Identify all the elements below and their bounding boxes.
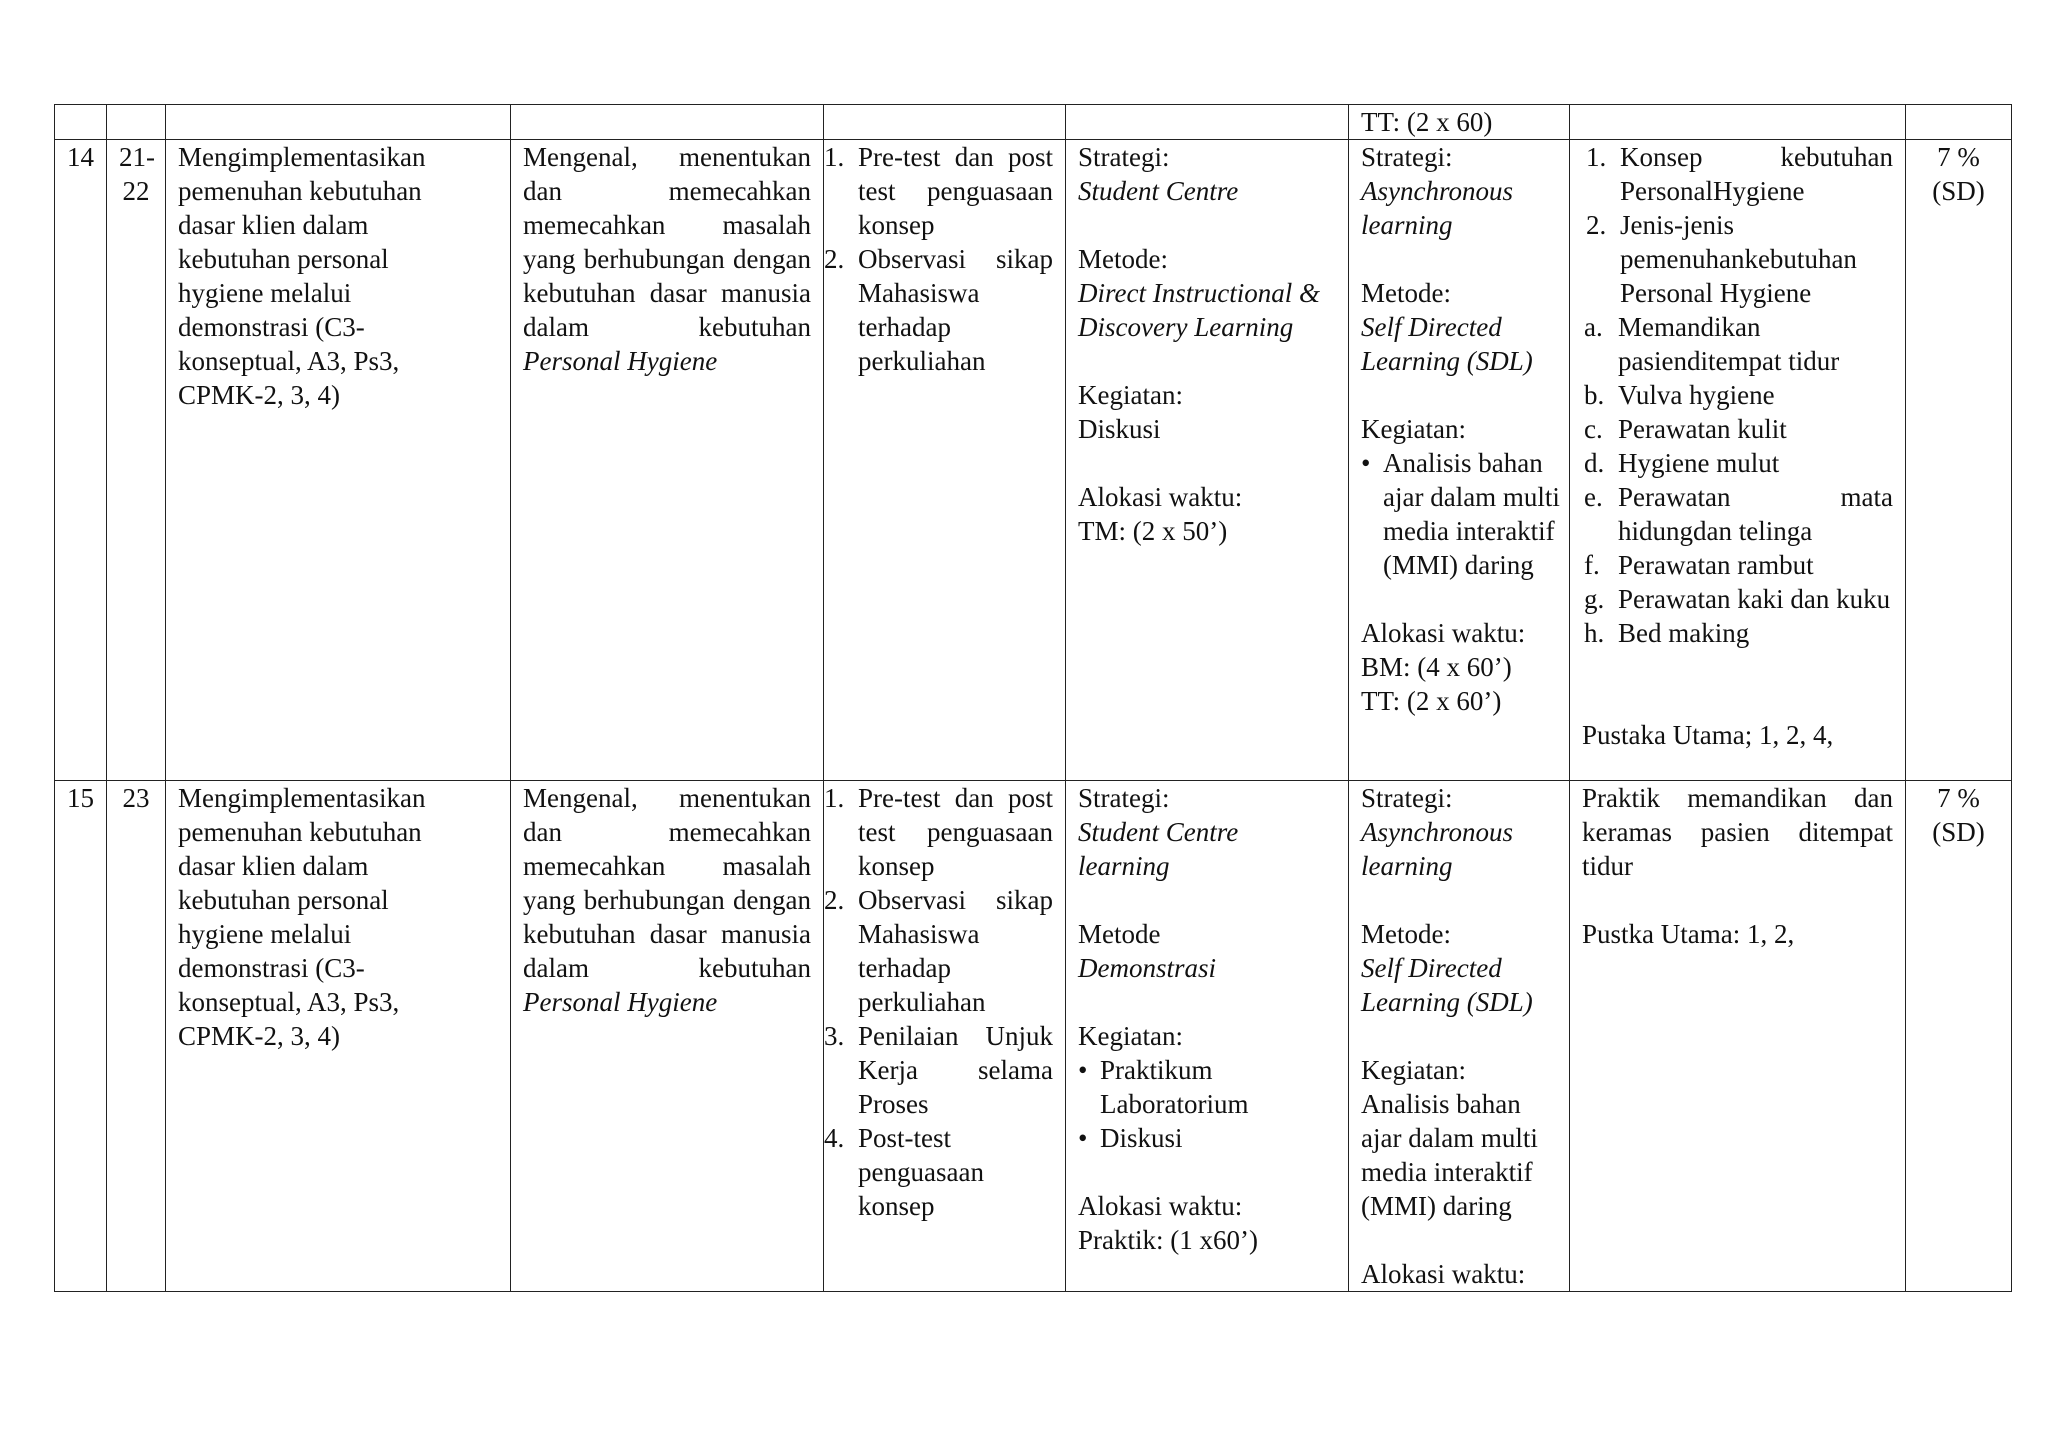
- cell-daring: [1349, 781, 1570, 1292]
- list-item: [1584, 480, 1893, 548]
- spacer: [1582, 650, 1893, 684]
- cell-luring: [1066, 105, 1349, 140]
- cell-luring: [1066, 781, 1349, 1292]
- list-item: [824, 1019, 1053, 1121]
- spacer: [1078, 446, 1336, 480]
- cell-kemampuan: [166, 105, 511, 140]
- pustaka-text: Pustka Utama: 1, 2,: [1582, 919, 1795, 949]
- kemampuan-line: konseptual, A3, Ps3,: [178, 346, 400, 376]
- cell-minggu: [55, 105, 107, 140]
- list-marker: 1.: [824, 783, 845, 813]
- list-item-text: Perawatan kulit: [1618, 414, 1787, 444]
- list-item: [824, 140, 1053, 242]
- spacer: [1582, 684, 1893, 718]
- strategi-value: Student Centre: [1078, 176, 1239, 206]
- metode-value: Self Directed Learning (SDL): [1361, 953, 1533, 1017]
- alokasi-value: Praktik: (1 x60’): [1078, 1225, 1258, 1255]
- strategi-label: Strategi:: [1361, 783, 1453, 813]
- list-item-text: Pre-test dan post test penguasaan konsep: [858, 142, 1053, 240]
- cell-penilaian: [824, 140, 1066, 781]
- spacer: [1361, 883, 1563, 917]
- list-item-text: Post-test penguasaan konsep: [858, 1123, 984, 1221]
- week-number: 15: [67, 783, 94, 813]
- list-marker: e.: [1584, 482, 1603, 512]
- strategi-label: Strategi:: [1078, 142, 1170, 172]
- cell-daring: [1349, 140, 1570, 781]
- cell-minggu: [55, 140, 107, 781]
- list-item: [824, 781, 1053, 883]
- spacer: [1361, 582, 1563, 616]
- list-item-text: Konsep kebutuhan PersonalHygiene: [1620, 142, 1893, 206]
- list-item-text: Observasi sikap Mahasiswa terhadap perkuliahan: [858, 885, 1053, 1017]
- list-item-text: Perawatan rambut: [1618, 550, 1814, 580]
- kemampuan-line: CPMK-2, 3, 4): [178, 380, 341, 410]
- cell-materi: [1570, 781, 1906, 1292]
- cell-indikator: [511, 140, 824, 781]
- list-marker: 1.: [1586, 142, 1607, 172]
- list-marker: g.: [1584, 584, 1605, 614]
- cell-bobot: [1906, 781, 2012, 1292]
- list-marker: a.: [1584, 312, 1603, 342]
- list-item: [1584, 310, 1893, 378]
- list-item-text: Observasi sikap Mahasiswa terhadap perkuliahan: [858, 244, 1053, 376]
- metode-label: Metode:: [1361, 919, 1451, 949]
- penilaian-list: [824, 140, 1053, 378]
- kemampuan-line: hygiene melalui: [178, 919, 352, 949]
- cell-minggu: [55, 781, 107, 1292]
- list-item-text: Jenis-jenis pemenuhankebutuhan Personal Hygiene: [1620, 210, 1857, 308]
- alokasi-label: Alokasi waktu:: [1361, 1259, 1526, 1289]
- table-row-continuation: [55, 105, 2012, 140]
- list-marker: 4.: [824, 1123, 845, 1153]
- kemampuan-line: dasar klien dalam: [178, 210, 369, 240]
- kegiatan-label: Kegiatan:: [1361, 1055, 1466, 1085]
- kegiatan-value: Analisis bahan ajar dalam multi media interaktif (MMI) daring: [1361, 1089, 1538, 1221]
- spacer: [1361, 242, 1563, 276]
- metode-label: Metode: [1078, 919, 1161, 949]
- kemampuan-line: pemenuhan kebutuhan: [178, 176, 422, 206]
- list-item: [824, 883, 1053, 1019]
- materi-sublist: [1584, 310, 1893, 650]
- spacer: [1078, 985, 1336, 1019]
- list-marker: 2.: [1586, 210, 1607, 240]
- cell-indikator: [511, 781, 824, 1292]
- cell-pertemuan: [107, 105, 166, 140]
- list-marker: 1.: [824, 142, 845, 172]
- list-marker: 3.: [824, 1021, 845, 1051]
- cell-bobot: [1906, 140, 2012, 781]
- spacer: [1361, 1019, 1563, 1053]
- list-marker: f.: [1584, 550, 1600, 580]
- materi-list: [1586, 140, 1893, 310]
- kemampuan-line: dasar klien dalam: [178, 851, 369, 881]
- spacer: [1582, 883, 1893, 917]
- list-marker: d.: [1584, 448, 1605, 478]
- spacer: [1361, 378, 1563, 412]
- indikator-text: Mengenal, menentukan dan memecahkan memecahkan masalah yang berhubungan dengan kebutuhan dasar manusia dalam kebutuhan: [523, 783, 811, 983]
- table-row-week-14: [55, 140, 2012, 781]
- indikator-italic: Personal Hygiene: [523, 346, 718, 376]
- spacer: [1361, 1223, 1563, 1257]
- list-item-text: Bed making: [1618, 618, 1750, 648]
- list-marker: b.: [1584, 380, 1605, 410]
- bullet-icon: •: [1078, 1123, 1088, 1153]
- list-item: [1078, 1121, 1336, 1155]
- kemampuan-line: konseptual, A3, Ps3,: [178, 987, 400, 1017]
- list-item-text: Praktikum Laboratorium: [1100, 1055, 1249, 1119]
- cell-bobot: [1906, 105, 2012, 140]
- metode-label: Metode:: [1361, 278, 1451, 308]
- cell-kemampuan: [166, 140, 511, 781]
- list-item-text: Vulva hygiene: [1618, 380, 1775, 410]
- cell-materi: [1570, 105, 1906, 140]
- strategi-label: Strategi:: [1078, 783, 1170, 813]
- metode-label: Metode:: [1078, 244, 1168, 274]
- list-item-text: Memandikan pasienditempat tidur: [1618, 312, 1840, 376]
- kemampuan-line: hygiene melalui: [178, 278, 352, 308]
- strategi-value: Asynchronous learning: [1361, 176, 1513, 240]
- list-item: [1584, 412, 1893, 446]
- kemampuan-line: demonstrasi (C3-: [178, 953, 365, 983]
- materi-text: Praktik memandikan dan keramas pasien ditempat tidur: [1582, 783, 1893, 881]
- strategi-label: Strategi:: [1361, 142, 1453, 172]
- list-item-text: Diskusi: [1100, 1123, 1183, 1153]
- strategi-value: Student Centre learning: [1078, 817, 1239, 881]
- cell-indikator: [511, 105, 824, 140]
- list-marker: c.: [1584, 414, 1603, 444]
- spacer: [1078, 883, 1336, 917]
- list-item: [1078, 1053, 1336, 1121]
- metode-value: Direct Instructional & Discovery Learning: [1078, 278, 1320, 342]
- list-item-text: Penilaian Unjuk Kerja selama Proses: [858, 1021, 1053, 1119]
- alokasi-label: Alokasi waktu:: [1078, 1191, 1243, 1221]
- list-item: [824, 242, 1053, 378]
- kegiatan-label: Kegiatan:: [1361, 414, 1466, 444]
- metode-value: Demonstrasi: [1078, 953, 1217, 983]
- list-item-text: Hygiene mulut: [1618, 448, 1780, 478]
- bullet-icon: •: [1078, 1055, 1088, 1085]
- cell-daring: [1349, 105, 1570, 140]
- list-item-text: Pre-test dan post test penguasaan konsep: [858, 783, 1053, 881]
- week-number: 14: [67, 142, 94, 172]
- meeting-number: 22: [122, 176, 150, 206]
- kegiatan-label: Kegiatan:: [1078, 380, 1183, 410]
- list-item: [1584, 446, 1893, 480]
- cell-pertemuan: [107, 140, 166, 781]
- cell-penilaian: [824, 105, 1066, 140]
- kemampuan-line: kebutuhan personal: [178, 244, 389, 274]
- list-item: [1584, 378, 1893, 412]
- cell-luring: [1066, 140, 1349, 781]
- list-item: [1584, 616, 1893, 650]
- media-tt-text: TT: (2 x 60): [1361, 107, 1493, 137]
- cell-pertemuan: [107, 781, 166, 1292]
- kemampuan-line: pemenuhan kebutuhan: [178, 817, 422, 847]
- alokasi-value: TT: (2 x 60’): [1361, 686, 1502, 716]
- kemampuan-line: CPMK-2, 3, 4): [178, 1021, 341, 1051]
- cell-penilaian: [824, 781, 1066, 1292]
- bobot-value: 7 %: [1937, 142, 1980, 172]
- spacer: [1078, 1155, 1336, 1189]
- penilaian-list: [824, 781, 1053, 1223]
- bobot-value: 7 %: [1937, 783, 1980, 813]
- kegiatan-list: [1361, 446, 1563, 582]
- list-item-text: Perawatan kaki dan kuku: [1618, 584, 1891, 614]
- strategi-value: Asynchronous learning: [1361, 817, 1513, 881]
- list-item: [1586, 140, 1893, 208]
- list-item: [1361, 446, 1563, 582]
- kegiatan-label: Kegiatan:: [1078, 1021, 1183, 1051]
- kemampuan-line: Mengimplementasikan: [178, 142, 426, 172]
- kemampuan-line: kebutuhan personal: [178, 885, 389, 915]
- list-item: [1586, 208, 1893, 310]
- spacer: [1078, 208, 1336, 242]
- pustaka-text: Pustaka Utama; 1, 2, 4,: [1582, 720, 1834, 750]
- alokasi-value: TM: (2 x 50’): [1078, 516, 1228, 546]
- indikator-text: Mengenal, menentukan dan memecahkan memecahkan masalah yang berhubungan dengan kebutuhan dasar manusia dalam kebutuhan: [523, 142, 811, 342]
- kemampuan-line: demonstrasi (C3-: [178, 312, 365, 342]
- spacer: [1078, 344, 1336, 378]
- cell-kemampuan: [166, 781, 511, 1292]
- list-item-text: Perawatan mata hidungdan telinga: [1618, 482, 1893, 546]
- kemampuan-line: Mengimplementasikan: [178, 783, 426, 813]
- bobot-label: (SD): [1932, 176, 1985, 206]
- list-item: [824, 1121, 1053, 1223]
- alokasi-label: Alokasi waktu:: [1361, 618, 1526, 648]
- bullet-icon: •: [1361, 448, 1371, 478]
- metode-value: Self Directed Learning (SDL): [1361, 312, 1533, 376]
- alokasi-label: Alokasi waktu:: [1078, 482, 1243, 512]
- kegiatan-value: Diskusi: [1078, 414, 1161, 444]
- kegiatan-list: [1078, 1053, 1336, 1155]
- list-marker: h.: [1584, 618, 1605, 648]
- list-item: [1584, 582, 1893, 616]
- alokasi-value: BM: (4 x 60’): [1361, 652, 1512, 682]
- indikator-italic: Personal Hygiene: [523, 987, 718, 1017]
- meeting-number: 23: [122, 783, 150, 813]
- list-item-text: Analisis bahan ajar dalam multi media interaktif (MMI) daring: [1383, 448, 1560, 580]
- cell-materi: [1570, 140, 1906, 781]
- list-item: [1584, 548, 1893, 582]
- table-row-week-15: [55, 781, 2012, 1292]
- meeting-number: 21-: [119, 142, 155, 172]
- rps-table: [54, 104, 2012, 1292]
- list-marker: 2.: [824, 885, 845, 915]
- list-marker: 2.: [824, 244, 845, 274]
- bobot-label: (SD): [1932, 817, 1985, 847]
